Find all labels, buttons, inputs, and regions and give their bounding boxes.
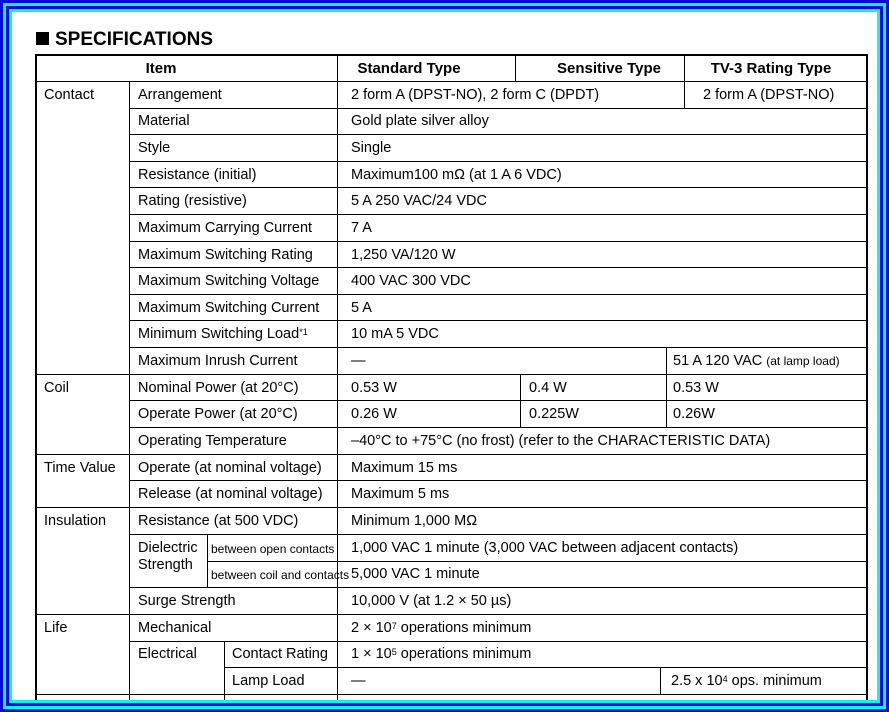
tv3-value: 51 A 120 VAC bbox=[673, 353, 763, 369]
row-value: 2 form A (DPST-NO), 2 form C (DPDT) bbox=[351, 87, 600, 103]
rule bbox=[129, 294, 868, 295]
row-value: 5 A 250 VAC/24 VDC bbox=[351, 193, 487, 209]
row-label bbox=[138, 326, 308, 343]
group-label-contact: Contact bbox=[44, 87, 94, 103]
rule bbox=[129, 108, 868, 109]
rule bbox=[515, 54, 516, 81]
row-label: Arrangement bbox=[138, 87, 222, 103]
row-label: Maximum Inrush Current bbox=[138, 353, 298, 369]
row-value: Maximum100 mΩ (at 1 A 6 VDC) bbox=[351, 167, 562, 183]
row-value: Maximum 5 ms bbox=[351, 486, 450, 502]
row-sublabel: between open contacts bbox=[211, 542, 335, 556]
rule bbox=[129, 214, 868, 215]
row-value: 7 A bbox=[351, 220, 372, 236]
rule bbox=[207, 561, 868, 562]
value-base: 1 × 10 bbox=[351, 646, 392, 662]
row-value bbox=[351, 620, 531, 637]
group-divider bbox=[35, 374, 868, 375]
row-value: 1,250 VA/120 W bbox=[351, 247, 456, 263]
row-value: — bbox=[351, 353, 366, 369]
row-value-tv3: 0.26W bbox=[673, 406, 715, 422]
rule bbox=[129, 241, 868, 242]
rule bbox=[129, 480, 868, 481]
row-value: 400 VAC 300 VDC bbox=[351, 273, 471, 289]
row-label: Material bbox=[138, 113, 190, 129]
value-unit: ops. minimum bbox=[727, 673, 822, 689]
row-value-tv3 bbox=[671, 673, 822, 690]
table-right-border bbox=[866, 54, 868, 703]
row-value: 0.53 W bbox=[351, 380, 397, 396]
row-value-sensitive: 0.225W bbox=[529, 406, 579, 422]
square-bullet-icon bbox=[36, 32, 49, 45]
row-label-electrical: Electrical bbox=[138, 646, 197, 662]
row-label: Maximum Switching Rating bbox=[138, 247, 313, 263]
rule bbox=[129, 81, 130, 703]
row-value: — bbox=[351, 673, 366, 689]
value-base: 2.5 x 10 bbox=[671, 673, 723, 689]
heading-text: SPECIFICATIONS bbox=[55, 29, 213, 50]
row-value: 5,000 VAC 1 minute bbox=[351, 566, 480, 582]
row-label-text: Minimum Switching Load bbox=[138, 326, 300, 342]
row-label: Operate Power (at 20°C) bbox=[138, 406, 298, 422]
group-label-life: Life bbox=[44, 620, 68, 636]
row-label: Release (at nominal voltage) bbox=[138, 486, 323, 502]
value-base: 2 × 10 bbox=[351, 620, 392, 636]
row-value-sensitive: 0.4 W bbox=[529, 380, 567, 396]
value-exponent: 4 bbox=[722, 674, 728, 684]
row-label: Maximum Switching Current bbox=[138, 300, 320, 316]
header-standard-type: Standard Type bbox=[357, 60, 461, 77]
spec-sheet bbox=[9, 9, 880, 703]
value-unit: operations minimum bbox=[396, 620, 532, 636]
rule bbox=[224, 667, 868, 668]
section-heading bbox=[36, 29, 213, 51]
row-label: Rating (resistive) bbox=[138, 193, 247, 209]
rule bbox=[35, 694, 868, 695]
rule bbox=[660, 667, 661, 694]
group-divider bbox=[35, 507, 868, 508]
row-label: Operate (at nominal voltage) bbox=[138, 460, 322, 476]
row-label: Nominal Power (at 20°C) bbox=[138, 380, 299, 396]
row-value-tv3 bbox=[673, 353, 840, 370]
row-value: Single bbox=[351, 140, 392, 156]
rule bbox=[129, 134, 868, 135]
row-label: Operating Temperature bbox=[138, 433, 287, 449]
row-label: Surge Strength bbox=[138, 593, 236, 609]
table-left-border bbox=[35, 54, 37, 703]
value-unit: operations minimum bbox=[396, 646, 532, 662]
rule bbox=[337, 54, 338, 81]
row-value: 10 mA 5 VDC bbox=[351, 326, 439, 342]
tv3-note: (at lamp load) bbox=[766, 354, 840, 368]
table-top-border bbox=[35, 54, 868, 56]
row-label: Maximum Switching Voltage bbox=[138, 273, 320, 289]
group-label-insulation: Insulation bbox=[44, 513, 107, 529]
row-value: 0.26 W bbox=[351, 406, 397, 422]
group-divider bbox=[35, 454, 868, 455]
row-sublabel: Contact Rating bbox=[232, 646, 328, 662]
value-exponent: 5 bbox=[391, 647, 397, 657]
row-value: Maximum 15 ms bbox=[351, 460, 458, 476]
rule bbox=[684, 54, 685, 81]
rule bbox=[129, 347, 868, 348]
row-value: Minimum 1,000 MΩ bbox=[351, 513, 478, 529]
rule bbox=[129, 427, 868, 428]
rule bbox=[337, 81, 338, 703]
row-label: Style bbox=[138, 140, 171, 156]
footnote-mark: *1 bbox=[299, 327, 308, 337]
rule bbox=[129, 400, 868, 401]
row-value: –40°C to +75°C (no frost) (refer to the CHARACTERISTIC DATA) bbox=[351, 433, 771, 449]
header-divider bbox=[35, 81, 868, 82]
row-sublabel: Lamp Load bbox=[232, 673, 305, 689]
rule bbox=[129, 320, 868, 321]
rule bbox=[129, 267, 868, 268]
header-sensitive-type: Sensitive Type bbox=[557, 60, 661, 77]
dielectric-label-2: Strength bbox=[138, 557, 193, 573]
rule bbox=[129, 641, 868, 642]
row-value: 10,000 V (at 1.2 × 50 µs) bbox=[351, 593, 512, 609]
rule bbox=[129, 187, 868, 188]
row-value: 1,000 VAC 1 minute (3,000 VAC between adjacent contacts) bbox=[351, 540, 739, 556]
rule bbox=[129, 534, 868, 535]
rule bbox=[129, 161, 868, 162]
header-item: Item bbox=[145, 60, 177, 77]
row-sublabel: between coil and contacts bbox=[211, 568, 350, 582]
rule bbox=[684, 81, 685, 108]
row-value: 5 A bbox=[351, 300, 372, 316]
document-page bbox=[9, 9, 880, 703]
rule bbox=[129, 587, 868, 588]
group-label-coil: Coil bbox=[44, 380, 69, 396]
header-tv3-type: TV-3 Rating Type bbox=[710, 60, 832, 77]
row-value bbox=[351, 646, 531, 663]
row-label: Resistance (initial) bbox=[138, 167, 257, 183]
row-value-tv3: 2 form A (DPST-NO) bbox=[703, 87, 835, 103]
group-label-time-value: Time Value bbox=[44, 460, 116, 476]
row-label: Maximum Carrying Current bbox=[138, 220, 313, 236]
value-exponent: 7 bbox=[391, 621, 397, 631]
row-value: Gold plate silver alloy bbox=[351, 113, 489, 129]
group-divider bbox=[35, 614, 868, 615]
rule bbox=[666, 347, 667, 374]
row-label: Resistance (at 500 VDC) bbox=[138, 513, 299, 529]
dielectric-label-1: Dielectric bbox=[138, 540, 198, 556]
row-label: Mechanical bbox=[138, 620, 212, 636]
row-value-tv3: 0.53 W bbox=[673, 380, 719, 396]
